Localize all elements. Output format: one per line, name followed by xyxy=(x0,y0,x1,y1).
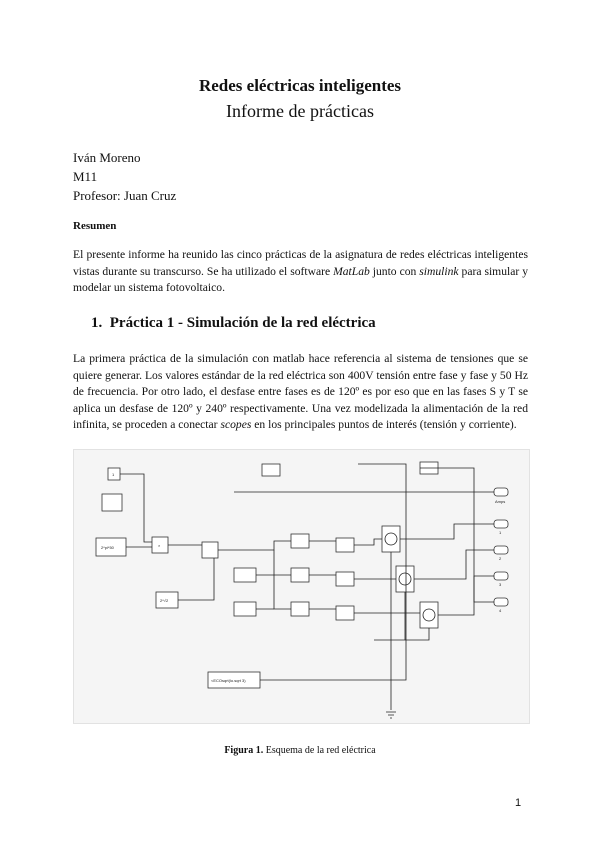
voltage-gain-s xyxy=(336,572,354,586)
resumen-heading: Resumen xyxy=(73,220,117,232)
amps-label: Amps xyxy=(495,499,506,504)
fcn-label: <ECOsqrt(lo.sqrt 3) xyxy=(211,678,246,683)
phase-shift-block-r xyxy=(234,568,256,582)
scopes-term: scopes xyxy=(220,418,252,431)
constant-label: 1 xyxy=(112,472,115,477)
wire xyxy=(178,558,214,600)
wire xyxy=(400,524,494,539)
resumen-paragraph: El presente informe ha reunido las cinco prácticas de la asignatura de redes eléctricas inteligentes vistas durante su transcurso. Se ha utilizado el software MatLab junto con simulink para simular y modelar un sistema fotovoltaico. xyxy=(73,248,528,294)
output-port-amps xyxy=(494,488,508,496)
ground-icon xyxy=(386,712,396,718)
wire xyxy=(274,550,291,575)
sqrt-label: 2*√2 xyxy=(160,598,169,603)
author-name: Iván Moreno xyxy=(73,150,141,165)
author-group: M11 xyxy=(73,169,98,184)
wire xyxy=(120,474,152,542)
scope-block-1 xyxy=(262,464,280,476)
sin-block-t xyxy=(291,602,309,616)
figure-caption: Figura 1. Esquema de la red eléctrica xyxy=(224,745,376,756)
output-port-1 xyxy=(494,520,508,528)
professor-name: Profesor: Juan Cruz xyxy=(73,188,177,203)
wire xyxy=(374,628,429,640)
wire xyxy=(420,468,494,602)
output-port-4 xyxy=(494,598,508,606)
software-name: MatLab xyxy=(333,264,370,278)
simulink-diagram-svg xyxy=(74,450,529,723)
multiply-label: × xyxy=(158,543,161,548)
wire xyxy=(414,550,494,579)
voltage-gain-r xyxy=(336,538,354,552)
output-port-3 xyxy=(494,572,508,580)
clock-block xyxy=(102,494,122,511)
document-title: Redes eléctricas inteligentes xyxy=(198,76,402,95)
port-2-label: 2 xyxy=(499,556,502,561)
sin-block-s xyxy=(291,568,309,582)
sin-block-r xyxy=(291,534,309,548)
wire xyxy=(260,464,406,680)
sum-block xyxy=(202,542,218,558)
page-number: 1 xyxy=(515,797,522,809)
output-port-2 xyxy=(494,546,508,554)
gain-label: 2*pi*50 xyxy=(101,545,114,550)
wire xyxy=(218,541,291,550)
wire xyxy=(354,539,382,545)
simulink-diagram xyxy=(73,449,530,724)
phase-shift-block-s xyxy=(234,602,256,616)
port-1-label: 1 xyxy=(499,530,502,535)
port-4-label: 4 xyxy=(499,608,502,613)
wire xyxy=(274,575,291,609)
port-3-label: 3 xyxy=(499,582,502,587)
section-paragraph: La primera práctica de la simulación con matlab hace referencia al sistema de tensiones que se quiere generar. Los valores estándar de la red eléctrica son 400V tensión entre fase y fase y 50 Hz de frecuencia. Por otro lado, el desfase entre fases es de 120º es por eso que en las fases S y T se aplica un desfase de 120º y 240º respectivamente. Una vez modelizada la alimentación de la red infinita, se proceden a conectar scopes en los principales puntos de interés (tensión y corriente). xyxy=(73,352,528,431)
tool-name: simulink xyxy=(419,264,459,278)
wire xyxy=(438,576,494,615)
voltage-gain-t xyxy=(336,606,354,620)
document-subtitle: Informe de prácticas xyxy=(226,101,374,121)
section-heading: 1. Práctica 1 - Simulación de la red eléctrica xyxy=(91,315,376,331)
